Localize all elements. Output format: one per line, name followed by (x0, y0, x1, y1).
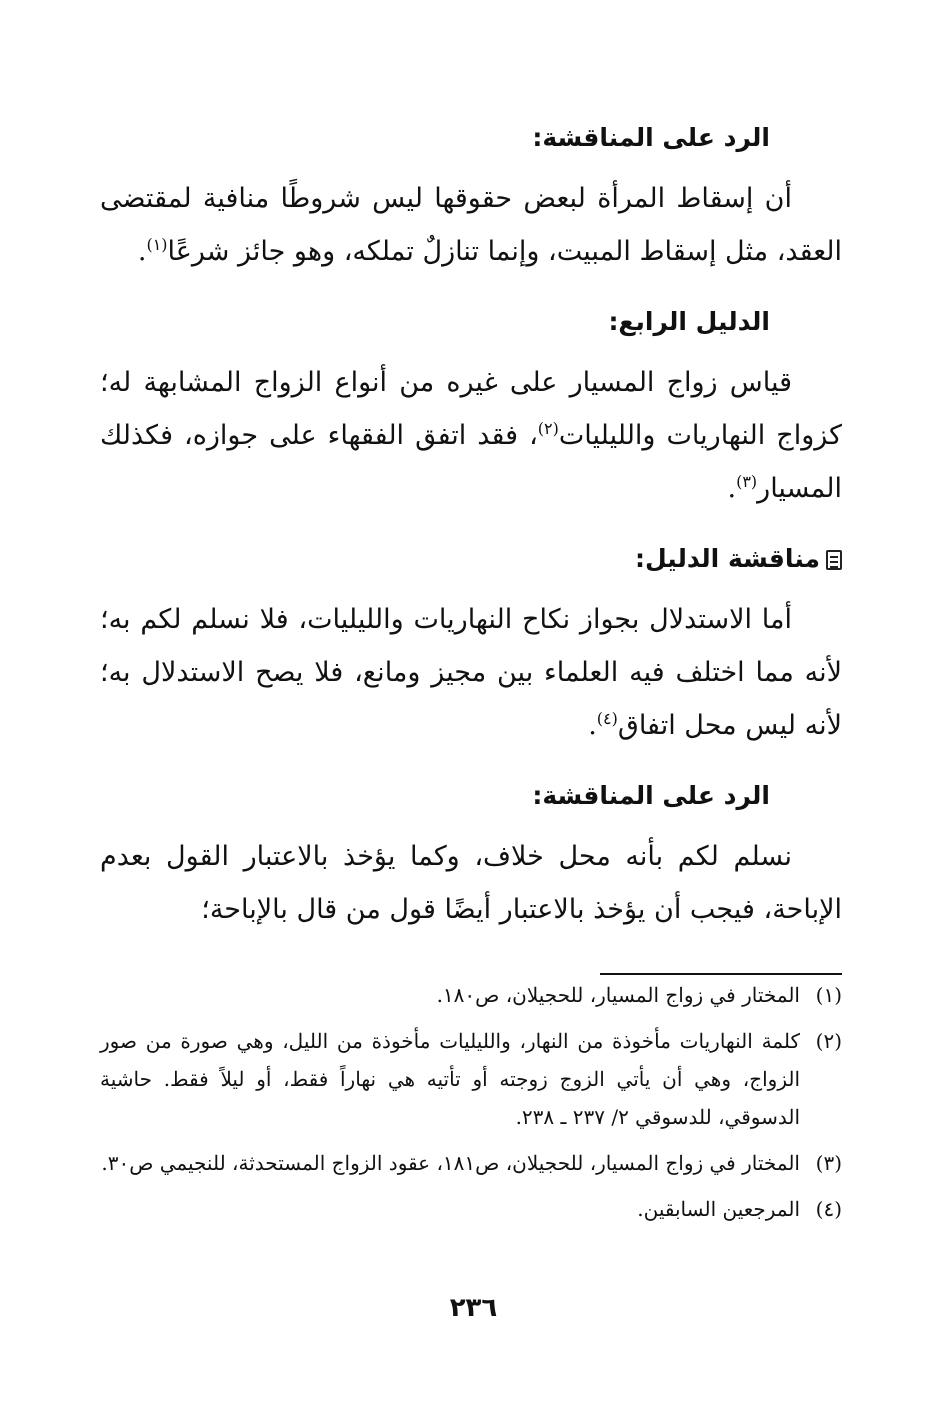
footnote-1 (100, 976, 842, 1014)
paragraph-text: أن إسقاط المرأة لبعض حقوقها ليس شروطًا منافية لمقتضى العقد، مثل إسقاط المبيت، وإنما تنازلٌ تملكه، وهو جائز شرعًا (100, 183, 842, 267)
section-heading-reply-2 (100, 776, 842, 816)
heading-text: الرد على المناقشة: (532, 781, 770, 810)
paragraph-text-part-1: قياس زواج المسيار على غيره من أنواع الزواج المشابهة له؛ كزواج النهاريات والليليات (100, 367, 842, 451)
paragraph-end: . (137, 236, 147, 267)
paragraph-reply-2 (100, 830, 842, 936)
footnote-ref-3[interactable]: (٣) (736, 472, 758, 491)
footnote-2 (100, 1022, 842, 1136)
paragraph-text: نسلم لكم بأنه محل خلاف، وكما يؤخذ بالاعتبار القول بعدم الإباحة، فيجب أن يؤخذ بالاعتبار أيضًا قول من قال بالإباحة؛ (100, 841, 842, 925)
footnote-number: (٣) (815, 1151, 842, 1175)
footnote-4 (100, 1190, 842, 1228)
footnote-3 (100, 1144, 842, 1182)
footnote-ref-1[interactable]: (١) (146, 235, 168, 254)
footnote-number: (٤) (815, 1197, 842, 1221)
section-heading-reply-1 (100, 118, 842, 158)
paragraph-end: . (588, 710, 597, 741)
heading-text: الرد على المناقشة: (532, 123, 770, 152)
footnote-number: (١) (815, 983, 842, 1007)
page-body (100, 118, 842, 960)
page-number: ٢٣٦ (449, 1293, 498, 1323)
paragraph-discussion (100, 593, 842, 752)
paragraph-fourth-evidence (100, 356, 842, 515)
footnotes (100, 968, 842, 1228)
paragraph-text: أما الاستدلال بجواز نكاح النهاريات والليليات، فلا نسلم لكم به؛ لأنه مما اختلف فيه العلماء بين مجيز ومانع، فلا يصح الاستدلال به؛ لأنه ليس محل اتفاق (100, 604, 842, 741)
paragraph-end: . (727, 473, 737, 504)
footnote-ref-2[interactable]: (٢) (537, 419, 559, 438)
heading-text: مناقشة الدليل: (634, 544, 820, 573)
section-heading-fourth-evidence (100, 302, 842, 342)
section-heading-discussion (100, 539, 842, 579)
footnote-text: المختار في زواج المسيار، للحجيلان، ص١٨٠. (436, 983, 800, 1007)
book-icon (826, 550, 842, 570)
footnote-text: المرجعين السابقين. (637, 1197, 800, 1221)
paragraph-text-part-2: ، فقد اتفق الفقهاء على جوازه، فكذلك المسيار (100, 420, 842, 504)
heading-text: الدليل الرابع: (608, 307, 770, 336)
paragraph-reply-1 (100, 172, 842, 278)
footnote-text: كلمة النهاريات مأخوذة من النهار، والليليات مأخوذة من الليل، وهي صورة من صور الزواج، وهي أن يأتي الزوج زوجته أو تأتيه هي نهاراً فقط، أو ليلاً فقط. حاشية الدسوقي، للدسوقي ٢/ ٢٣٧ ـ ٢٣٨. (100, 1029, 800, 1129)
footnote-number: (٢) (815, 1029, 842, 1053)
footnote-ref-4[interactable]: (٤) (596, 709, 618, 728)
footnote-text: المختار في زواج المسيار، للحجيلان، ص١٨١، عقود الزواج المستحدثة، للنجيمي ص٣٠. (101, 1151, 800, 1175)
